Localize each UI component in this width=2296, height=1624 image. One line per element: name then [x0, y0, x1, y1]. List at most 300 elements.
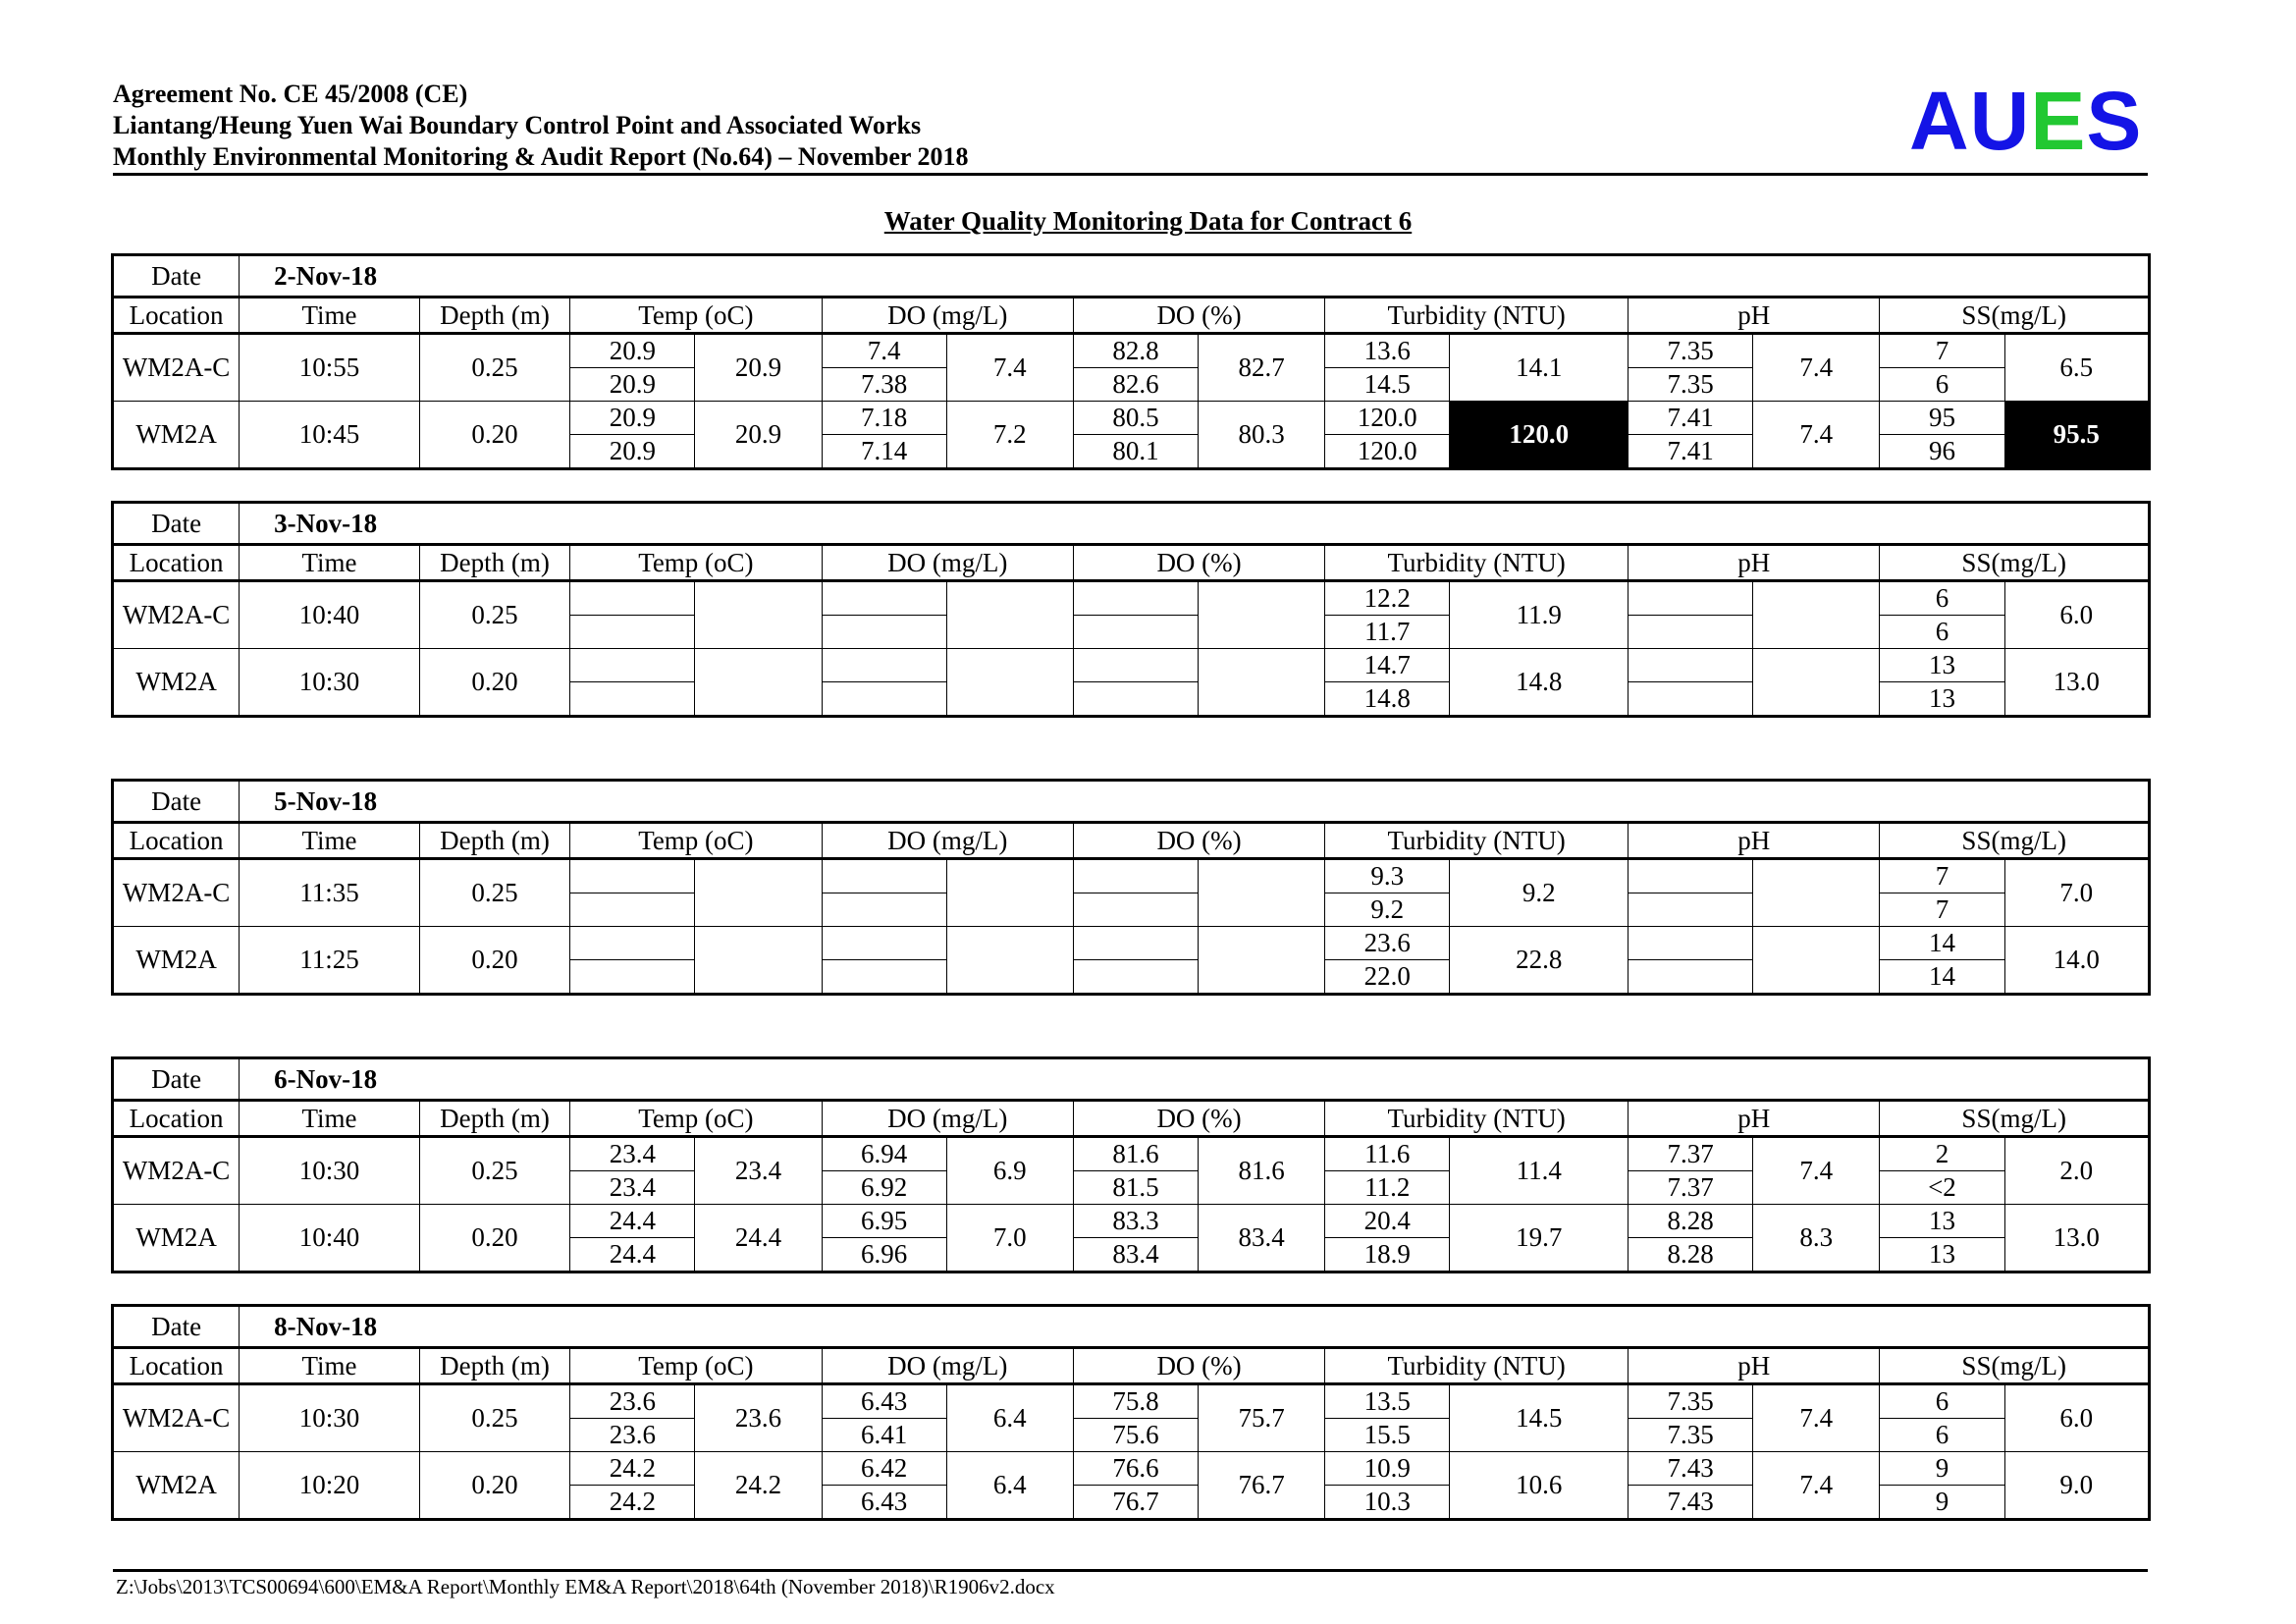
aues-logo — [1909, 77, 2142, 165]
turb-reading-1: 14.7 — [1325, 649, 1450, 682]
column-header-row — [113, 823, 2150, 859]
turb-average: 9.2 — [1450, 859, 1629, 927]
temp-reading-2: 20.9 — [570, 368, 695, 402]
ph-reading-2 — [1629, 960, 1753, 995]
ss-reading-2: 7 — [1880, 893, 2004, 927]
turb-reading-1: 13.6 — [1325, 334, 1450, 368]
do_mgl-reading-1: 6.42 — [822, 1452, 946, 1486]
temp-reading-1 — [570, 649, 695, 682]
temp-header: Temp (oC) — [570, 545, 822, 581]
turb-reading-2: 18.9 — [1325, 1238, 1450, 1272]
do_pct-reading-1 — [1073, 927, 1198, 960]
ss-header: SS(mg/L) — [1880, 545, 2150, 581]
do_pct-reading-1 — [1073, 649, 1198, 682]
ph-header: pH — [1629, 545, 1880, 581]
ph-average — [1753, 581, 1880, 649]
time-header: Time — [240, 298, 420, 334]
ss-reading-1: 9 — [1880, 1452, 2004, 1486]
date-value: 8-Nov-18 — [240, 1306, 2150, 1348]
turb-average: 120.0 — [1450, 402, 1629, 469]
table-row — [113, 1452, 2150, 1486]
page-title: Water Quality Monitoring Data for Contract 6 — [883, 206, 1413, 236]
ss-reading-2: 96 — [1880, 435, 2004, 469]
ss-reading-1: 2 — [1880, 1137, 2004, 1171]
ph-reading-1 — [1629, 649, 1753, 682]
time-cell: 10:55 — [240, 334, 420, 402]
depth-cell: 0.25 — [419, 581, 569, 649]
ph-reading-2: 7.43 — [1629, 1486, 1753, 1520]
date-value: 2-Nov-18 — [240, 255, 2150, 298]
time-header: Time — [240, 545, 420, 581]
footer-rule — [113, 1569, 2148, 1572]
depth-cell: 0.25 — [419, 1137, 569, 1205]
date-row — [113, 255, 2150, 298]
date-table — [111, 253, 2151, 470]
turbidity-header: Turbidity (NTU) — [1325, 298, 1629, 334]
depth-cell: 0.25 — [419, 334, 569, 402]
do-mgl-header: DO (mg/L) — [822, 823, 1073, 859]
do-pct-header: DO (%) — [1073, 1101, 1324, 1137]
do_mgl-reading-1: 6.43 — [822, 1384, 946, 1419]
do_mgl-average: 6.9 — [946, 1137, 1073, 1205]
do_pct-reading-1: 75.8 — [1073, 1384, 1198, 1419]
ph-reading-1 — [1629, 859, 1753, 893]
time-cell: 10:30 — [240, 649, 420, 717]
date-value: 3-Nov-18 — [240, 503, 2150, 545]
ph-average: 7.4 — [1753, 1384, 1880, 1452]
do-pct-header: DO (%) — [1073, 545, 1324, 581]
ss-reading-2: 9 — [1880, 1486, 2004, 1520]
table-row — [113, 334, 2150, 368]
do_mgl-reading-1: 6.95 — [822, 1205, 946, 1238]
temp-header: Temp (oC) — [570, 298, 822, 334]
ss-reading-1: 95 — [1880, 402, 2004, 435]
ss-average: 6.5 — [2004, 334, 2149, 402]
date-table — [111, 1304, 2151, 1521]
do_mgl-average: 7.0 — [946, 1205, 1073, 1272]
temp-reading-2 — [570, 616, 695, 649]
date-label: Date — [113, 503, 240, 545]
table-row — [113, 1205, 2150, 1238]
water-quality-table — [111, 779, 2151, 996]
do-mgl-header: DO (mg/L) — [822, 298, 1073, 334]
turbidity-header: Turbidity (NTU) — [1325, 1101, 1629, 1137]
turb-reading-1: 20.4 — [1325, 1205, 1450, 1238]
do_mgl-reading-2 — [822, 893, 946, 927]
temp-header: Temp (oC) — [570, 1348, 822, 1384]
temp-reading-1: 23.6 — [570, 1384, 695, 1419]
ss-average: 95.5 — [2004, 402, 2149, 469]
do_mgl-average: 6.4 — [946, 1384, 1073, 1452]
temp-reading-1 — [570, 859, 695, 893]
turbidity-header: Turbidity (NTU) — [1325, 545, 1629, 581]
ss-average: 7.0 — [2004, 859, 2149, 927]
temp-average: 24.2 — [695, 1452, 822, 1520]
ss-reading-1: 6 — [1880, 1384, 2004, 1419]
do_pct-reading-1: 76.6 — [1073, 1452, 1198, 1486]
do_mgl-average — [946, 581, 1073, 649]
temp-reading-2: 23.6 — [570, 1419, 695, 1452]
ph-reading-2 — [1629, 682, 1753, 717]
do_mgl-average: 6.4 — [946, 1452, 1073, 1520]
do_pct-reading-1 — [1073, 859, 1198, 893]
table-row — [113, 581, 2150, 616]
ss-reading-1: 13 — [1880, 1205, 2004, 1238]
do-pct-header: DO (%) — [1073, 823, 1324, 859]
ph-average — [1753, 649, 1880, 717]
date-table — [111, 1056, 2151, 1273]
ph-header: pH — [1629, 1348, 1880, 1384]
ph-reading-1 — [1629, 581, 1753, 616]
temp-average — [695, 581, 822, 649]
time-header: Time — [240, 823, 420, 859]
ss-reading-2: <2 — [1880, 1171, 2004, 1205]
ph-reading-2: 7.37 — [1629, 1171, 1753, 1205]
date-row — [113, 1306, 2150, 1348]
do_pct-average: 83.4 — [1199, 1205, 1325, 1272]
ph-average — [1753, 927, 1880, 995]
ss-reading-2: 6 — [1880, 368, 2004, 402]
depth-header: Depth (m) — [419, 298, 569, 334]
turb-reading-1: 23.6 — [1325, 927, 1450, 960]
ss-reading-1: 6 — [1880, 581, 2004, 616]
date-row — [113, 1058, 2150, 1101]
temp-average — [695, 927, 822, 995]
ph-average: 7.4 — [1753, 1137, 1880, 1205]
depth-cell: 0.20 — [419, 649, 569, 717]
table-row — [113, 649, 2150, 682]
ss-reading-2: 13 — [1880, 1238, 2004, 1272]
do_pct-reading-2: 82.6 — [1073, 368, 1198, 402]
ss-reading-2: 14 — [1880, 960, 2004, 995]
ss-average: 2.0 — [2004, 1137, 2149, 1205]
do_mgl-average — [946, 859, 1073, 927]
turbidity-header: Turbidity (NTU) — [1325, 823, 1629, 859]
do_pct-average: 82.7 — [1199, 334, 1325, 402]
ss-reading-2: 6 — [1880, 616, 2004, 649]
temp-reading-2: 24.4 — [570, 1238, 695, 1272]
time-cell: 10:20 — [240, 1452, 420, 1520]
turbidity-header: Turbidity (NTU) — [1325, 1348, 1629, 1384]
ss-reading-1: 7 — [1880, 334, 2004, 368]
turb-reading-2: 14.5 — [1325, 368, 1450, 402]
do_mgl-average: 7.4 — [946, 334, 1073, 402]
ph-reading-2: 8.28 — [1629, 1238, 1753, 1272]
do_pct-average: 75.7 — [1199, 1384, 1325, 1452]
date-value: 6-Nov-18 — [240, 1058, 2150, 1101]
temp-average: 23.6 — [695, 1384, 822, 1452]
ss-header: SS(mg/L) — [1880, 1101, 2150, 1137]
depth-cell: 0.25 — [419, 859, 569, 927]
depth-header: Depth (m) — [419, 545, 569, 581]
turb-reading-1: 12.2 — [1325, 581, 1450, 616]
ss-reading-2: 13 — [1880, 682, 2004, 717]
do_pct-average — [1199, 927, 1325, 995]
ph-reading-1: 7.35 — [1629, 334, 1753, 368]
report-header — [113, 79, 2145, 173]
do_mgl-average — [946, 649, 1073, 717]
temp-reading-2: 20.9 — [570, 435, 695, 469]
depth-cell: 0.20 — [419, 402, 569, 469]
do_pct-reading-1: 83.3 — [1073, 1205, 1198, 1238]
do_mgl-reading-1 — [822, 581, 946, 616]
ph-reading-2: 7.35 — [1629, 368, 1753, 402]
water-quality-table — [111, 1304, 2151, 1521]
temp-average: 23.4 — [695, 1137, 822, 1205]
water-quality-table — [111, 501, 2151, 718]
location-cell: WM2A-C — [113, 334, 240, 402]
ss-header: SS(mg/L) — [1880, 298, 2150, 334]
ph-average — [1753, 859, 1880, 927]
water-quality-table — [111, 1056, 2151, 1273]
do_mgl-reading-2: 6.43 — [822, 1486, 946, 1520]
turb-reading-2: 11.2 — [1325, 1171, 1450, 1205]
ss-average: 6.0 — [2004, 581, 2149, 649]
temp-reading-1 — [570, 581, 695, 616]
column-header-row — [113, 545, 2150, 581]
date-label: Date — [113, 1306, 240, 1348]
do-pct-header: DO (%) — [1073, 1348, 1324, 1384]
do_pct-reading-2: 80.1 — [1073, 435, 1198, 469]
turb-average: 11.9 — [1450, 581, 1629, 649]
location-cell: WM2A — [113, 927, 240, 995]
turb-reading-2: 22.0 — [1325, 960, 1450, 995]
do_mgl-reading-2: 7.38 — [822, 368, 946, 402]
do_pct-average: 76.7 — [1199, 1452, 1325, 1520]
do-pct-header: DO (%) — [1073, 298, 1324, 334]
depth-header: Depth (m) — [419, 1101, 569, 1137]
do-mgl-header: DO (mg/L) — [822, 1101, 1073, 1137]
table-row — [113, 1384, 2150, 1419]
time-cell: 10:40 — [240, 1205, 420, 1272]
water-quality-table — [111, 253, 2151, 470]
do_mgl-reading-1: 7.4 — [822, 334, 946, 368]
ss-header: SS(mg/L) — [1880, 823, 2150, 859]
column-header-row — [113, 1101, 2150, 1137]
do_mgl-reading-1 — [822, 859, 946, 893]
temp-average: 20.9 — [695, 402, 822, 469]
date-label: Date — [113, 781, 240, 823]
time-cell: 10:30 — [240, 1137, 420, 1205]
location-cell: WM2A-C — [113, 859, 240, 927]
do_mgl-average: 7.2 — [946, 402, 1073, 469]
do_pct-reading-2: 81.5 — [1073, 1171, 1198, 1205]
date-table — [111, 779, 2151, 996]
ph-reading-1: 7.41 — [1629, 402, 1753, 435]
ss-reading-1: 13 — [1880, 649, 2004, 682]
location-cell: WM2A — [113, 402, 240, 469]
temp-average: 20.9 — [695, 334, 822, 402]
do_pct-reading-2: 83.4 — [1073, 1238, 1198, 1272]
temp-header: Temp (oC) — [570, 1101, 822, 1137]
logo-part-e: E — [2030, 75, 2087, 167]
depth-header: Depth (m) — [419, 1348, 569, 1384]
ph-average: 8.3 — [1753, 1205, 1880, 1272]
temp-reading-1 — [570, 927, 695, 960]
time-cell: 10:30 — [240, 1384, 420, 1452]
ph-average: 7.4 — [1753, 334, 1880, 402]
turb-reading-2: 10.3 — [1325, 1486, 1450, 1520]
do_mgl-reading-1: 6.94 — [822, 1137, 946, 1171]
do_pct-average: 81.6 — [1199, 1137, 1325, 1205]
do_pct-reading-2 — [1073, 960, 1198, 995]
do_pct-average — [1199, 859, 1325, 927]
do_pct-reading-1: 82.8 — [1073, 334, 1198, 368]
temp-average — [695, 859, 822, 927]
do_mgl-reading-2: 6.96 — [822, 1238, 946, 1272]
do_mgl-reading-2 — [822, 682, 946, 717]
ph-header: pH — [1629, 298, 1880, 334]
report-line: Monthly Environmental Monitoring & Audit Report (No.64) – November 2018 — [113, 142, 969, 171]
time-cell: 11:25 — [240, 927, 420, 995]
turb-reading-2: 15.5 — [1325, 1419, 1450, 1452]
do_pct-average — [1199, 581, 1325, 649]
temp-reading-2: 24.2 — [570, 1486, 695, 1520]
ph-reading-1 — [1629, 927, 1753, 960]
do_pct-reading-2: 75.6 — [1073, 1419, 1198, 1452]
do_mgl-reading-2: 6.41 — [822, 1419, 946, 1452]
ph-reading-1: 7.35 — [1629, 1384, 1753, 1419]
do_pct-reading-1: 81.6 — [1073, 1137, 1198, 1171]
do_pct-reading-1 — [1073, 581, 1198, 616]
table-row — [113, 402, 2150, 435]
do_mgl-reading-1 — [822, 649, 946, 682]
temp-reading-1: 20.9 — [570, 402, 695, 435]
time-header: Time — [240, 1101, 420, 1137]
depth-cell: 0.20 — [419, 927, 569, 995]
ph-reading-2: 7.35 — [1629, 1419, 1753, 1452]
ss-average: 6.0 — [2004, 1384, 2149, 1452]
date-label: Date — [113, 255, 240, 298]
date-row — [113, 781, 2150, 823]
ph-reading-2: 7.41 — [1629, 435, 1753, 469]
turb-reading-2: 11.7 — [1325, 616, 1450, 649]
do_mgl-reading-1: 7.18 — [822, 402, 946, 435]
location-header: Location — [113, 823, 240, 859]
temp-reading-2 — [570, 960, 695, 995]
turb-reading-1: 11.6 — [1325, 1137, 1450, 1171]
temp-reading-1: 23.4 — [570, 1137, 695, 1171]
ph-reading-2 — [1629, 893, 1753, 927]
ph-reading-1: 8.28 — [1629, 1205, 1753, 1238]
do-mgl-header: DO (mg/L) — [822, 545, 1073, 581]
turb-reading-1: 120.0 — [1325, 402, 1450, 435]
temp-reading-1: 24.2 — [570, 1452, 695, 1486]
do_pct-reading-2 — [1073, 616, 1198, 649]
temp-reading-1: 20.9 — [570, 334, 695, 368]
location-header: Location — [113, 298, 240, 334]
ph-reading-2 — [1629, 616, 1753, 649]
ss-reading-2: 6 — [1880, 1419, 2004, 1452]
column-header-row — [113, 298, 2150, 334]
ph-header: pH — [1629, 1101, 1880, 1137]
logo-part-au: AU — [1909, 75, 2031, 167]
location-cell: WM2A — [113, 1205, 240, 1272]
location-header: Location — [113, 1101, 240, 1137]
location-header: Location — [113, 1348, 240, 1384]
temp-header: Temp (oC) — [570, 823, 822, 859]
date-row — [113, 503, 2150, 545]
turb-reading-2: 9.2 — [1325, 893, 1450, 927]
location-cell: WM2A-C — [113, 1384, 240, 1452]
ss-reading-1: 14 — [1880, 927, 2004, 960]
date-value: 5-Nov-18 — [240, 781, 2150, 823]
do_pct-reading-2: 76.7 — [1073, 1486, 1198, 1520]
turb-average: 14.8 — [1450, 649, 1629, 717]
ss-average: 13.0 — [2004, 649, 2149, 717]
time-header: Time — [240, 1348, 420, 1384]
depth-cell: 0.25 — [419, 1384, 569, 1452]
location-cell: WM2A — [113, 1452, 240, 1520]
ph-average: 7.4 — [1753, 402, 1880, 469]
ss-reading-1: 7 — [1880, 859, 2004, 893]
ph-reading-1: 7.37 — [1629, 1137, 1753, 1171]
date-label: Date — [113, 1058, 240, 1101]
ss-header: SS(mg/L) — [1880, 1348, 2150, 1384]
column-header-row — [113, 1348, 2150, 1384]
ph-header: pH — [1629, 823, 1880, 859]
ss-average: 9.0 — [2004, 1452, 2149, 1520]
header-rule — [113, 173, 2148, 176]
turb-average: 14.5 — [1450, 1384, 1629, 1452]
ph-reading-1: 7.43 — [1629, 1452, 1753, 1486]
location-header: Location — [113, 545, 240, 581]
file-path-footer: Z:\Jobs\2013\TCS00694\600\EM&A Report\Monthly EM&A Report\2018\64th (November 2018)\R1906v2.docx — [116, 1575, 1055, 1598]
turb-reading-2: 120.0 — [1325, 435, 1450, 469]
turb-reading-1: 13.5 — [1325, 1384, 1450, 1419]
turb-average: 10.6 — [1450, 1452, 1629, 1520]
location-cell: WM2A-C — [113, 1137, 240, 1205]
table-row — [113, 859, 2150, 893]
do_mgl-average — [946, 927, 1073, 995]
temp-reading-2 — [570, 682, 695, 717]
do_mgl-reading-2 — [822, 960, 946, 995]
do_pct-reading-2 — [1073, 682, 1198, 717]
temp-reading-1: 24.4 — [570, 1205, 695, 1238]
turb-average: 22.8 — [1450, 927, 1629, 995]
turb-reading-1: 9.3 — [1325, 859, 1450, 893]
do_mgl-reading-2 — [822, 616, 946, 649]
table-row — [113, 927, 2150, 960]
turb-reading-2: 14.8 — [1325, 682, 1450, 717]
location-cell: WM2A-C — [113, 581, 240, 649]
do_pct-reading-2 — [1073, 893, 1198, 927]
temp-average: 24.4 — [695, 1205, 822, 1272]
do_pct-reading-1: 80.5 — [1073, 402, 1198, 435]
agreement-line: Agreement No. CE 45/2008 (CE) — [113, 80, 468, 108]
date-table — [111, 501, 2151, 718]
depth-cell: 0.20 — [419, 1205, 569, 1272]
turb-average: 11.4 — [1450, 1137, 1629, 1205]
time-cell: 10:45 — [240, 402, 420, 469]
do_pct-average: 80.3 — [1199, 402, 1325, 469]
time-cell: 10:40 — [240, 581, 420, 649]
temp-average — [695, 649, 822, 717]
do_mgl-reading-1 — [822, 927, 946, 960]
do_pct-average — [1199, 649, 1325, 717]
project-line: Liantang/Heung Yuen Wai Boundary Control Point and Associated Works — [113, 111, 922, 139]
ss-average: 14.0 — [2004, 927, 2149, 995]
depth-cell: 0.20 — [419, 1452, 569, 1520]
depth-header: Depth (m) — [419, 823, 569, 859]
ss-average: 13.0 — [2004, 1205, 2149, 1272]
temp-reading-2: 23.4 — [570, 1171, 695, 1205]
turb-average: 19.7 — [1450, 1205, 1629, 1272]
do_mgl-reading-2: 7.14 — [822, 435, 946, 469]
location-cell: WM2A — [113, 649, 240, 717]
time-cell: 11:35 — [240, 859, 420, 927]
temp-reading-2 — [570, 893, 695, 927]
